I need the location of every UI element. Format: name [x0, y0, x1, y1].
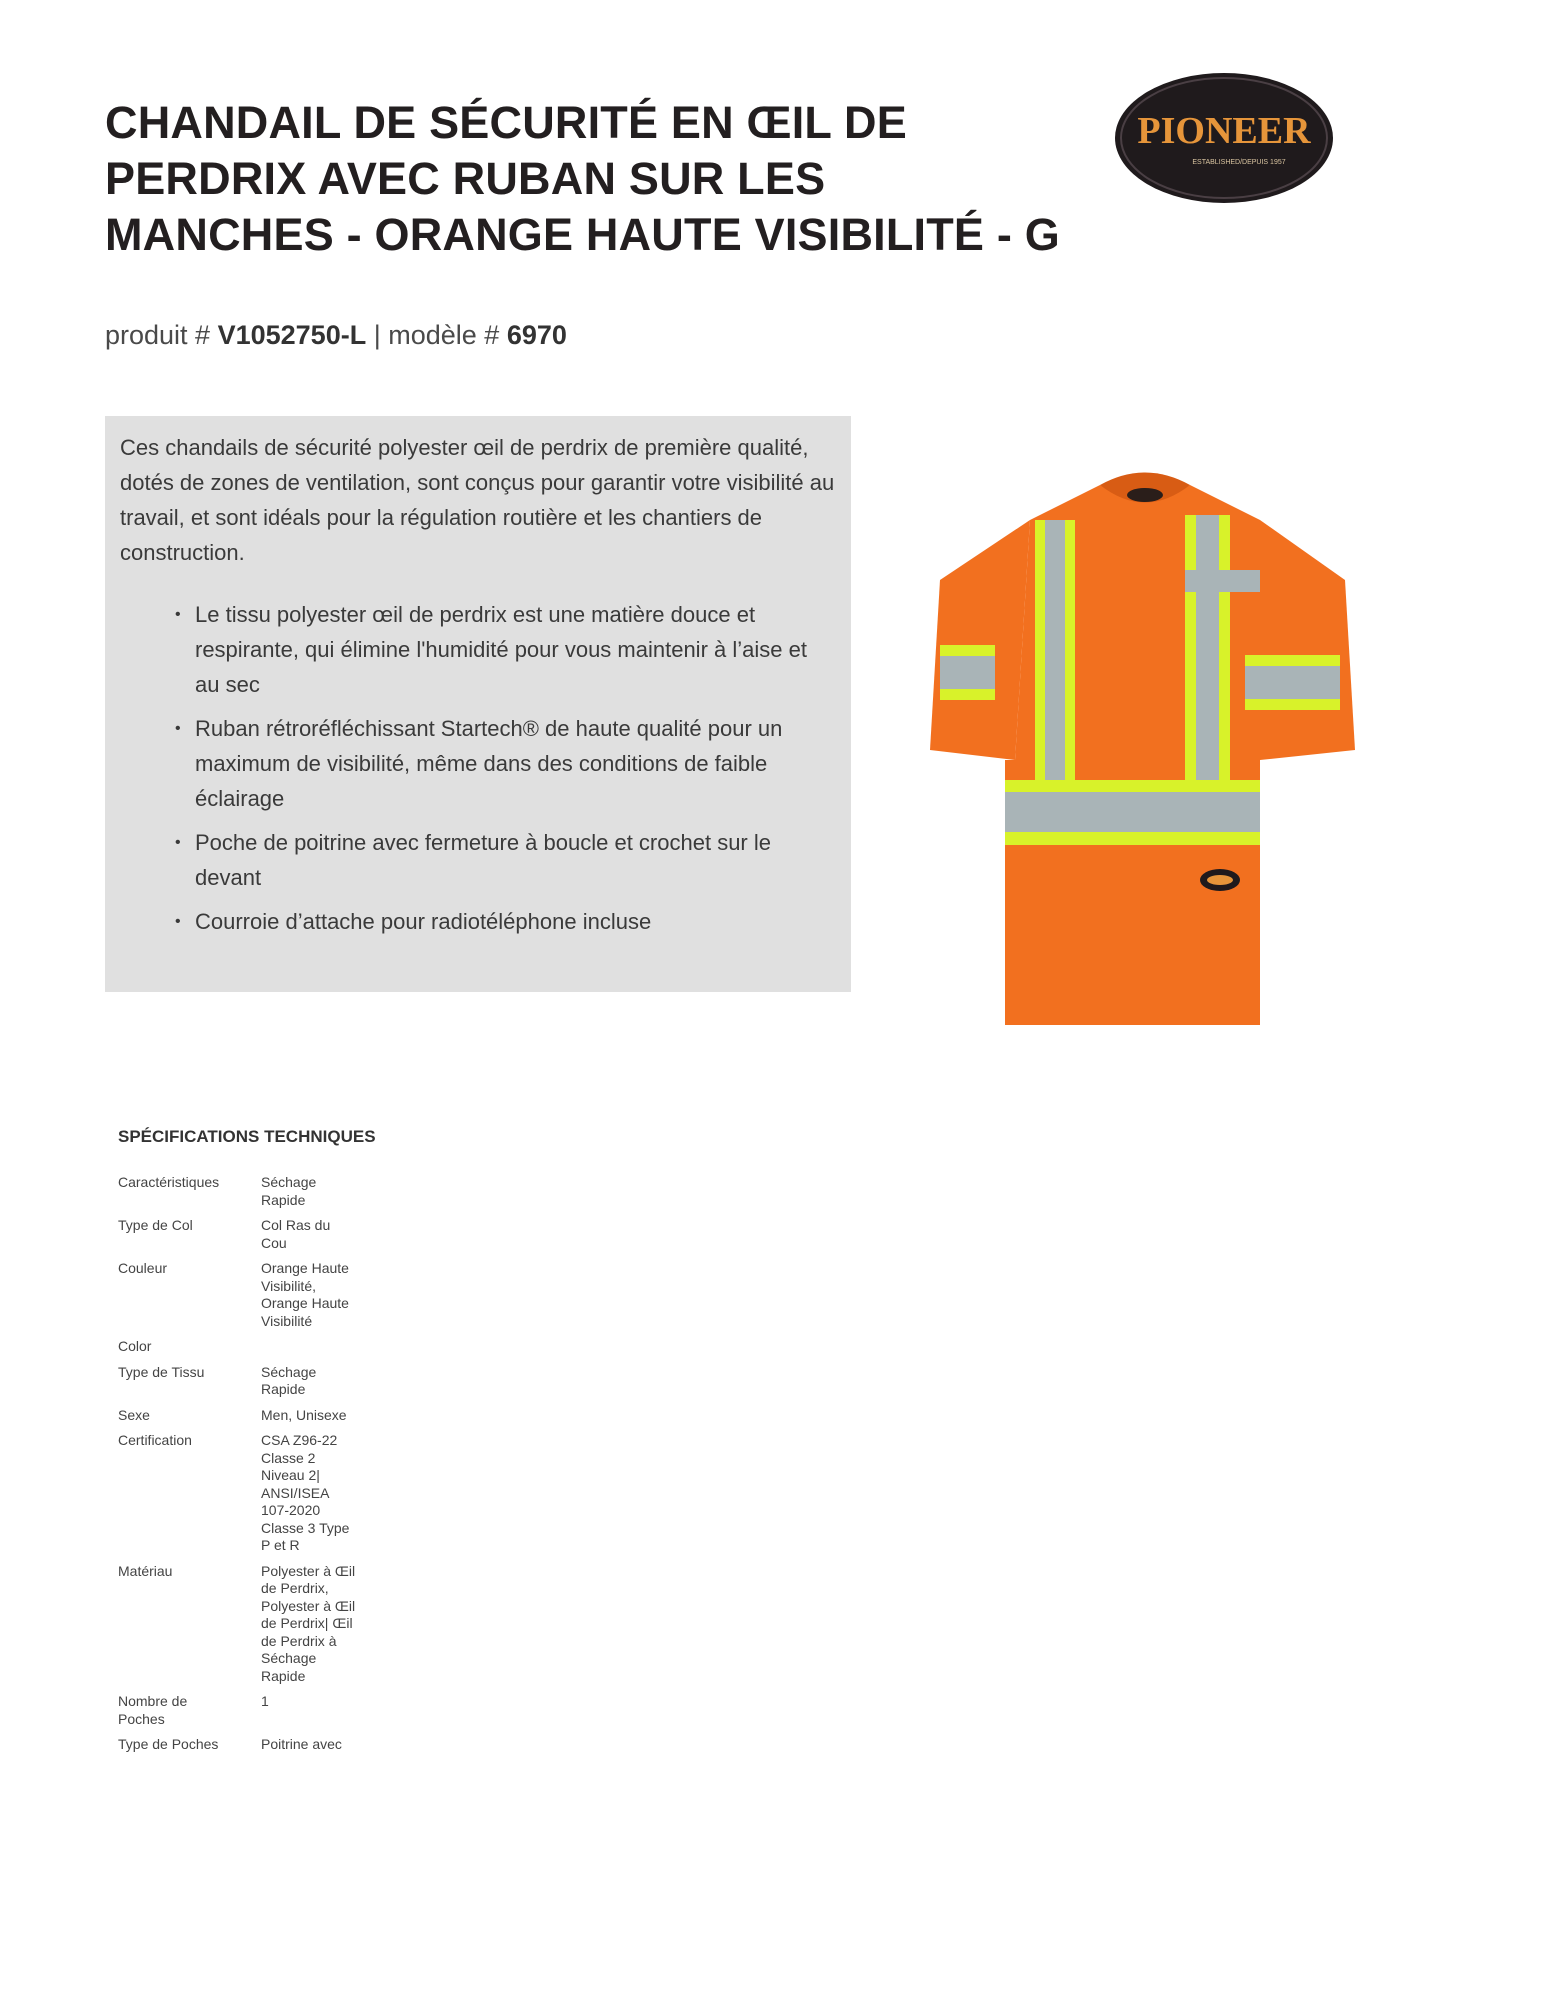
collar-label — [1127, 488, 1163, 502]
spec-label: Type de Col — [118, 1217, 193, 1233]
product-number: V1052750-L — [217, 320, 367, 350]
spec-row — [118, 1217, 418, 1252]
product-identifiers — [105, 320, 567, 351]
product-number-prefix: produit # — [105, 320, 211, 350]
spec-value — [261, 1338, 371, 1356]
spec-label: Type de Poches — [118, 1736, 219, 1752]
logo-tagline-text: ESTABLISHED/DEPUIS 1957 — [1192, 159, 1286, 166]
bullet-icon: • — [175, 834, 181, 851]
feature-item — [175, 825, 825, 895]
shirt-logo-mark — [1207, 875, 1233, 885]
spec-value: 1 — [261, 1693, 269, 1709]
spec-row — [118, 1338, 418, 1356]
left-sleeve-reflective — [940, 656, 995, 689]
spec-label: Sexe — [118, 1406, 150, 1423]
left-sleeve — [930, 520, 1030, 760]
right-sleeve-reflective — [1245, 666, 1340, 699]
spec-value: CSA Z96-22 Classe 2 Niveau 2| ANSI/ISEA 107-2020 Classe 3 Type P et R — [261, 1432, 350, 1553]
bullet-icon: • — [175, 606, 181, 623]
identifier-separator: | — [373, 320, 381, 350]
spec-value: Orange Haute Visibilité, Orange Haute Visibilité — [261, 1260, 349, 1329]
feature-text: Le tissu polyester œil de perdrix est une matière douce et respirante, qui élimine l'humidité pour vous maintenir à l’aise et au sec — [195, 602, 807, 697]
feature-item — [175, 597, 825, 702]
logo-brand-text: PIONEER — [1137, 110, 1311, 152]
bullet-icon: • — [175, 720, 181, 737]
spec-row — [118, 1693, 418, 1728]
spec-label: Certification — [118, 1432, 192, 1448]
pocket-tape — [1185, 570, 1260, 592]
spec-row — [118, 1563, 418, 1686]
horizontal-reflective — [1005, 792, 1260, 832]
left-vertical-reflective — [1045, 520, 1065, 790]
right-sleeve — [1260, 520, 1355, 760]
model-number: 6970 — [506, 320, 567, 350]
product-title: CHANDAIL DE SÉCURITÉ EN ŒIL DE PERDRIX AVEC RUBAN SUR LES MANCHES - ORANGE HAUTE VISIBILITÉ - G — [105, 97, 1060, 260]
specs-heading: SPÉCIFICATIONS TECHNIQUES — [118, 1127, 376, 1146]
spec-row — [118, 1432, 418, 1555]
spec-value: Col Ras du Cou — [261, 1217, 331, 1251]
spec-value: Poitrine avec — [261, 1736, 342, 1752]
spec-value: Men, Unisexe — [261, 1406, 347, 1423]
spec-label: Caractéristiques — [118, 1174, 220, 1190]
spec-label: Couleur — [118, 1260, 168, 1276]
spec-row — [118, 1364, 418, 1399]
spec-value: Polyester à Œil de Perdrix, Polyester à Œil de Perdrix| Œil de Perdrix à Séchage Rapide — [261, 1562, 356, 1684]
feature-item — [175, 904, 825, 939]
feature-item — [175, 711, 825, 816]
spec-row — [118, 1407, 418, 1425]
feature-text: Courroie d’attache pour radiotéléphone incluse — [195, 909, 652, 934]
bullet-icon: • — [175, 913, 181, 930]
spec-label: Type de Tissu — [118, 1363, 205, 1380]
feature-text: Ruban rétroréfléchissant Startech® de haute qualité pour un maximum de visibilité, même dans des conditions de faible éclairage — [195, 716, 783, 811]
feature-text: Poche de poitrine avec fermeture à boucle et crochet sur le devant — [195, 830, 771, 890]
pioneer-logo — [1113, 70, 1335, 206]
spec-row — [118, 1736, 418, 1754]
model-number-prefix: modèle # — [388, 320, 500, 350]
spec-value: Séchage Rapide — [261, 1174, 317, 1208]
spec-value: Séchage Rapide — [261, 1363, 317, 1397]
spec-row — [118, 1260, 418, 1330]
spec-label: Nombre de Poches — [118, 1693, 188, 1727]
description-intro: Ces chandails de sécurité polyester œil de perdrix de première qualité, dotés de zones de ventilation, sont conçus pour garantir votre visibilité au travail, et sont idéals pour la régulation routière et les chantiers de construction. — [120, 435, 835, 565]
description-panel — [105, 416, 851, 992]
right-vertical-reflective — [1196, 515, 1219, 790]
spec-row — [118, 1174, 418, 1209]
product-image-safety-shirt — [930, 460, 1360, 1030]
feature-list — [175, 597, 825, 948]
specs-table — [118, 1174, 418, 1762]
spec-label: Color — [118, 1338, 152, 1354]
spec-label: Matériau — [118, 1562, 173, 1579]
